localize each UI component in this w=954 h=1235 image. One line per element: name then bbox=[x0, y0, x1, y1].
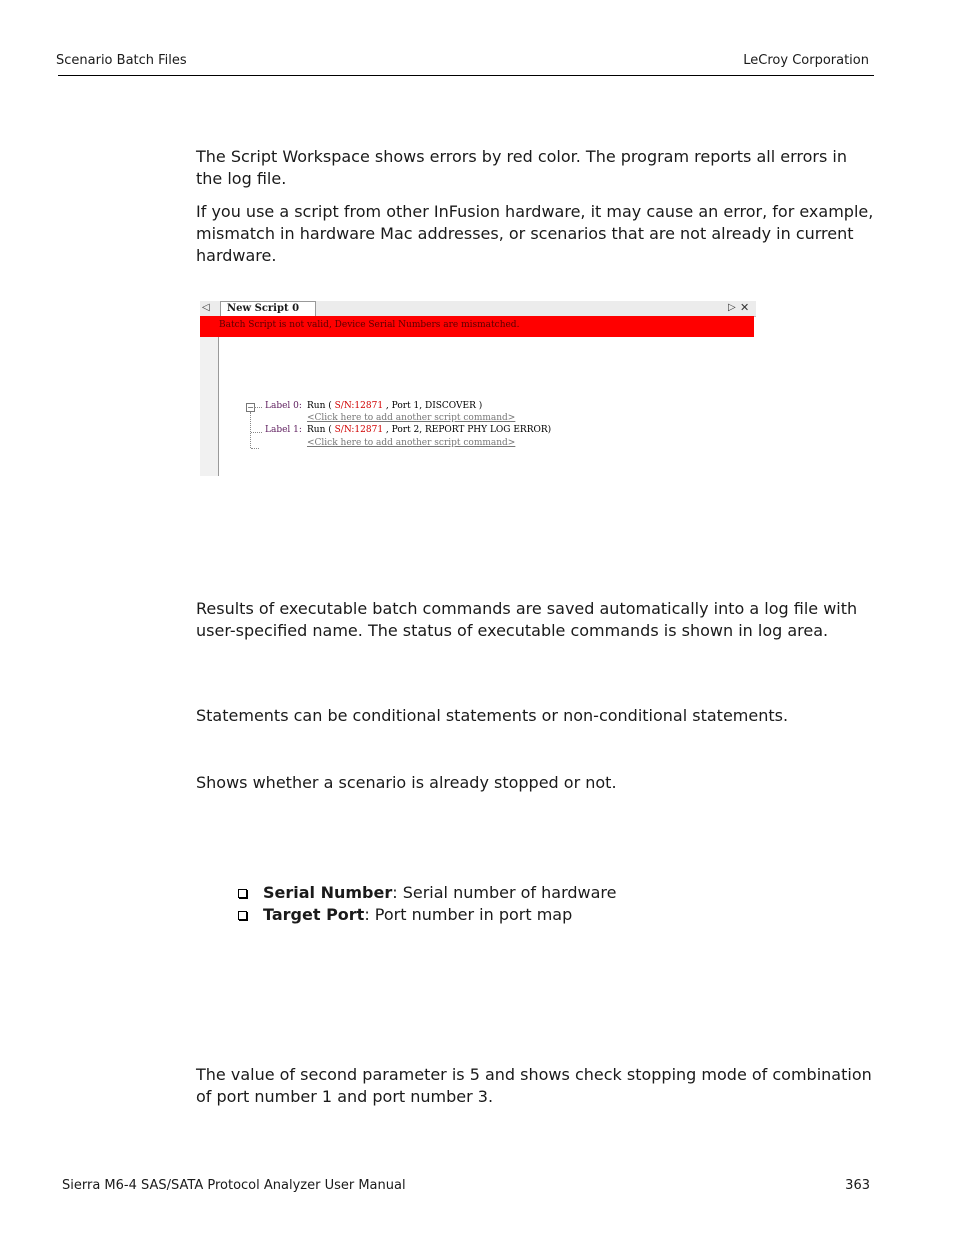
script-command[interactable] bbox=[307, 425, 551, 435]
serial-number-error[interactable]: S/N:12871 bbox=[334, 425, 384, 435]
run-keyword: Run ( bbox=[307, 401, 332, 411]
header-rule bbox=[58, 75, 874, 76]
script-row bbox=[265, 401, 302, 411]
serial-number-error[interactable]: S/N:12871 bbox=[334, 401, 384, 411]
bullet-text: : Port number in port map bbox=[364, 905, 573, 924]
error-banner bbox=[200, 316, 754, 337]
script-gutter bbox=[200, 337, 219, 476]
paragraph-stopped-status: Shows whether a scenario is already stopped or not. bbox=[196, 773, 617, 792]
tree-line bbox=[251, 432, 262, 433]
tree-line bbox=[254, 407, 262, 408]
tab-new-script[interactable]: New Script 0 bbox=[220, 301, 316, 317]
header-company: LeCroy Corporation bbox=[743, 53, 869, 68]
script-label: Label 0: bbox=[265, 401, 302, 411]
tab-bar bbox=[200, 301, 756, 317]
error-message: Batch Script is not valid, Device Serial Numbers are mismatched. bbox=[219, 320, 520, 330]
collapse-icon[interactable]: − bbox=[247, 403, 254, 412]
command-args: , Port 1, DISCOVER ) bbox=[385, 401, 483, 411]
parameter-list bbox=[236, 882, 616, 926]
add-command-link[interactable]: <Click here to add another script command> bbox=[307, 413, 516, 423]
paragraph-log-results: Results of executable batch commands are saved automatically into a log file with user-specified name. The status of executable commands is shown in log area. bbox=[196, 599, 858, 640]
tree-line bbox=[251, 448, 259, 449]
close-icon[interactable]: ✕ bbox=[740, 301, 750, 314]
tree-line bbox=[250, 412, 251, 448]
header-section-title: Scenario Batch Files bbox=[56, 53, 187, 68]
script-label: Label 1: bbox=[265, 425, 302, 435]
paragraph-error-display: The Script Workspace shows errors by red color. The program reports all errors in the log file. bbox=[196, 147, 847, 188]
list-item bbox=[236, 904, 616, 926]
paragraph-statements: Statements can be conditional statements or non-conditional statements. bbox=[196, 706, 789, 725]
list-item bbox=[236, 882, 616, 904]
square-bullet-icon bbox=[238, 889, 247, 898]
run-keyword: Run ( bbox=[307, 425, 332, 435]
scroll-right-icon[interactable]: ▷ bbox=[728, 302, 736, 313]
script-command[interactable] bbox=[307, 401, 482, 411]
script-row bbox=[265, 425, 302, 435]
script-workspace-screenshot bbox=[200, 301, 756, 476]
paragraph-hardware-mismatch: If you use a script from other InFusion hardware, it may cause an error, for example, mismatch in hardware Mac addresses, or scenarios that are not already in current hardware. bbox=[196, 202, 874, 265]
command-args: , Port 2, REPORT PHY LOG ERROR) bbox=[385, 425, 552, 435]
bullet-term: Serial Number bbox=[263, 883, 393, 902]
page-number: 363 bbox=[845, 1178, 870, 1193]
square-bullet-icon bbox=[238, 911, 247, 920]
add-command-link[interactable]: <Click here to add another script command> bbox=[307, 438, 516, 448]
footer-manual-title: Sierra M6-4 SAS/SATA Protocol Analyzer User Manual bbox=[62, 1178, 406, 1193]
bullet-term: Target Port bbox=[263, 905, 365, 924]
bullet-text: : Serial number of hardware bbox=[392, 883, 617, 902]
scroll-left-icon[interactable]: ◁ bbox=[202, 302, 210, 313]
paragraph-second-parameter: The value of second parameter is 5 and shows check stopping mode of combination of port number 1 and port number 3. bbox=[196, 1065, 872, 1106]
